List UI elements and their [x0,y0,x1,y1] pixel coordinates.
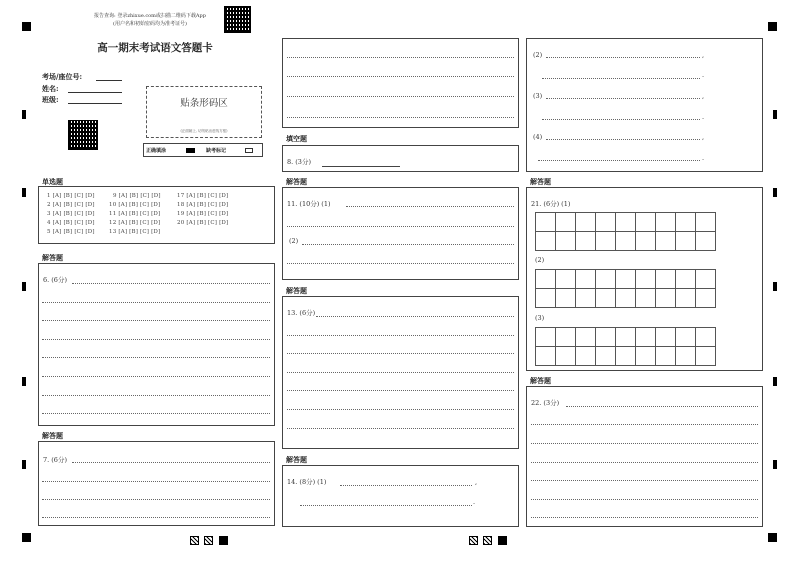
subpart-label-4: (4) [533,133,543,141]
answer-line [42,339,270,340]
absent-checkbox[interactable] [245,148,253,153]
mc-item[interactable]: 12 [A] [B] [C] [D] [109,220,161,226]
question-label-q22: 22. (3分) [531,399,560,407]
timing-mark [22,460,26,469]
section-title-essay: 解答题 [530,177,551,186]
mc-item[interactable]: 19 [A] [B] [C] [D] [177,211,229,217]
mc-item[interactable]: 4 [A] [B] [C] [D] [47,220,95,226]
page-marker-solid [219,536,228,545]
answer-line [42,481,270,482]
punct-period: . [702,113,705,121]
report-notice [80,12,220,28]
section-title-single-choice: 单选题 [42,177,63,186]
single-choice-box [38,186,275,244]
timing-mark [22,188,26,197]
corner-mark-bottom-left [22,533,31,542]
answer-line [42,395,270,396]
answer-line [300,505,472,506]
answer-line [566,406,758,407]
punct-comma: , [475,478,478,486]
question-label-q11: 11. (10分) (1) [287,200,331,208]
answer-line [287,335,514,336]
mc-row [109,211,160,217]
mc-row [109,202,160,208]
report-notice-line2: (用户名和初始密码均为准考证号) [113,21,187,27]
section-title-essay: 解答题 [286,177,307,186]
punct-period: . [473,498,476,506]
mc-row [109,229,160,235]
mc-row [177,193,228,199]
mc-item[interactable]: 5 [A] [B] [C] [D] [47,229,95,235]
answer-line [287,96,514,97]
answer-line [531,462,758,463]
subpart-label-2: (2) [533,51,543,59]
answer-box-subparts[interactable] [526,38,763,172]
answer-line [42,376,270,377]
mc-item[interactable]: 2 [A] [B] [C] [D] [47,202,95,208]
answer-box-continued[interactable] [282,38,519,128]
answer-line [287,372,514,373]
question-label-q7: 7. (6分) [43,456,67,464]
question-label-q8: 8. (3分) [287,158,311,166]
mc-row [47,202,95,208]
answer-line [42,357,270,358]
answer-box-q11[interactable] [282,187,519,280]
section-title-essay: 解答题 [42,253,63,262]
mc-item[interactable]: 9 [A] [B] [C] [D] [113,193,161,199]
answer-line [42,302,270,303]
class-label: 班级: [42,95,59,104]
answer-line [546,139,700,140]
answer-line [287,263,514,264]
name-field[interactable] [42,84,59,94]
mc-row [47,229,95,235]
answer-line [531,424,758,425]
corner-mark-bottom-right [768,533,777,542]
question-label-q14: 14. (8分) (1) [287,478,327,486]
mc-row [47,211,95,217]
answer-line [287,226,514,227]
answer-line [340,485,472,486]
section-title-essay: 解答题 [286,455,307,464]
answer-line [546,98,700,99]
punct-period: . [702,154,705,162]
answer-line [531,517,758,518]
mc-row [177,202,228,208]
answer-line [531,499,758,500]
question-label-q21-2: (2) [535,256,545,264]
answer-box-q6[interactable] [38,263,275,426]
answer-line [72,462,270,463]
name-label: 姓名: [42,84,59,93]
timing-mark [22,377,26,386]
question-label-q6: 6. (6分) [43,276,67,284]
timing-mark [773,377,777,386]
section-title-essay: 解答题 [530,376,551,385]
punct-comma: , [702,92,705,100]
mc-item[interactable]: 3 [A] [B] [C] [D] [47,211,95,217]
exam-seat-underline [96,80,122,81]
qr-code-top [224,6,251,33]
answer-box-q14[interactable] [282,465,519,527]
page-marker-hatch [204,536,213,545]
exam-seat-label: 考场/座位号: [42,72,83,81]
subpart-label-3: (3) [533,92,543,100]
answer-line [287,428,514,429]
qr-code-student [68,120,98,150]
question-label-q13: 13. (6分) [287,309,316,317]
writing-grid[interactable] [535,212,716,251]
absent-label: 缺考标记 [206,148,227,154]
mc-item[interactable]: 10 [A] [B] [C] [D] [109,202,161,208]
page-marker-hatch [469,536,478,545]
answer-line [287,409,514,410]
barcode-area [146,86,262,138]
answer-line [42,320,270,321]
barcode-area-label: 贴条形码区 [180,98,228,109]
class-underline [68,103,122,104]
answer-line [287,353,514,354]
punct-comma: , [702,133,705,141]
mc-item[interactable]: 11 [A] [B] [C] [D] [109,211,161,217]
corner-mark-top-left [22,22,31,31]
page-marker-hatch [483,536,492,545]
answer-line [42,499,270,500]
answer-line [538,160,700,161]
answer-line [542,78,700,79]
answer-line [287,57,514,58]
section-title-essay: 解答题 [42,431,63,440]
barcode-area-note: (正面朝上, 切勿贴出虚线方框) [180,129,228,133]
mc-item[interactable]: 17 [A] [B] [C] [D] [177,193,229,199]
answer-box-q8[interactable] [282,145,519,172]
answer-line [287,390,514,391]
mc-item[interactable]: 13 [A] [B] [C] [D] [109,229,161,235]
punct-comma: , [702,51,705,59]
answer-line [346,206,514,207]
mc-row [47,193,95,199]
writing-grid[interactable] [535,327,716,366]
fill-correct-sample [186,148,195,153]
answer-line [302,244,514,245]
timing-mark [773,460,777,469]
answer-line [531,480,758,481]
mc-item[interactable]: 20 [A] [B] [C] [D] [177,220,229,226]
page-title: 高一期末考试语文答题卡 [97,42,213,54]
section-title-fill-blank: 填空题 [286,134,307,143]
answer-line [531,443,758,444]
page-marker-hatch [190,536,199,545]
answer-line [42,517,270,518]
name-underline [68,92,122,93]
report-notice-line1: 报告查询: 登录zhixue.com或扫描二维码下载App [94,13,206,19]
timing-mark [22,282,26,291]
answer-line [287,76,514,77]
question-label-q11-2: (2) [289,237,299,245]
page-marker-solid [498,536,507,545]
fill-correct-label: 正确填涂 [146,148,167,154]
answer-box-q7[interactable] [38,441,275,526]
fill-legend [143,143,263,157]
answer-box-q22[interactable] [526,386,763,527]
section-title-essay: 解答题 [286,286,307,295]
timing-mark [773,110,777,119]
timing-mark [22,110,26,119]
answer-line [42,413,270,414]
answer-line [542,119,700,120]
question-label-q21-3: (3) [535,314,545,322]
answer-line [287,117,514,118]
corner-mark-top-right [768,22,777,31]
mc-row [177,220,228,226]
mc-row [47,220,95,226]
punct-period: . [702,71,705,79]
class-field[interactable] [42,95,59,105]
answer-line [72,283,270,284]
mc-row [177,211,228,217]
mc-item[interactable]: 18 [A] [B] [C] [D] [177,202,229,208]
answer-line [316,316,514,317]
mc-row [109,220,160,226]
answer-line [546,57,700,58]
mc-item[interactable]: 1 [A] [B] [C] [D] [47,193,95,199]
question-label-q21: 21. (6分) (1) [531,200,571,208]
exam-seat-field[interactable] [42,72,82,82]
timing-mark [773,188,777,197]
timing-mark [773,282,777,291]
mc-row [113,193,161,199]
answer-blank-q8[interactable] [322,166,400,167]
writing-grid[interactable] [535,269,716,308]
